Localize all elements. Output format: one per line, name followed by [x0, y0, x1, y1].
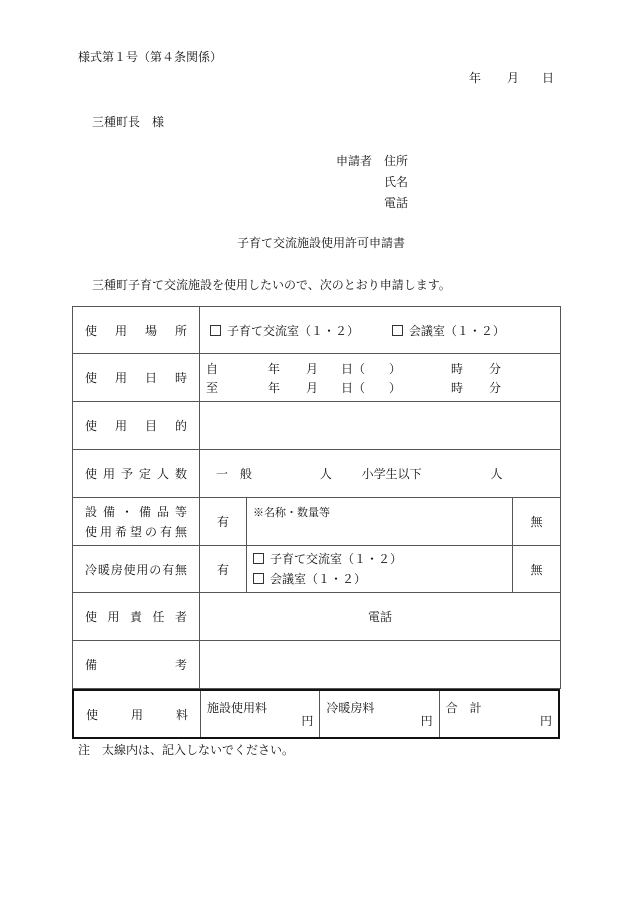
place-label: 使用場所	[73, 307, 200, 354]
aircon-option-1[interactable]	[253, 549, 506, 569]
month-label: 月	[306, 361, 319, 376]
general-label: 一 般	[216, 467, 253, 481]
minute-label: 分	[489, 380, 502, 395]
intro-text: 三種町子育て交流施設を使用したいので、次のとおり申請します。	[92, 278, 451, 292]
to-label: 至	[206, 380, 219, 395]
form-number: 様式第１号（第４条関係）	[78, 50, 223, 64]
hour-label: 時	[451, 380, 464, 395]
people-label: 使用予定人数	[73, 450, 200, 498]
minute-label: 分	[489, 361, 502, 376]
year-label: 年	[268, 361, 281, 376]
checkbox-icon[interactable]	[210, 325, 221, 336]
applicant-address-label: 住所	[384, 154, 409, 168]
row-people	[73, 450, 561, 498]
checkbox-icon[interactable]	[392, 325, 403, 336]
datetime-label: 使用日時	[73, 354, 200, 402]
yen-unit: 円	[301, 714, 314, 728]
aircon-label: 冷暖房使用の有無	[73, 546, 200, 593]
row-place	[73, 307, 561, 354]
children-label: 小学生以下	[361, 467, 422, 481]
purpose-field[interactable]	[200, 402, 561, 450]
remarks-field[interactable]	[200, 641, 561, 689]
equipment-yes[interactable]: 有	[200, 498, 247, 546]
aircon-option-2[interactable]	[253, 569, 506, 589]
responsible-phone-label: 電話	[367, 610, 392, 624]
purpose-label: 使用目的	[73, 402, 200, 450]
fee-label	[74, 691, 201, 737]
applicant-name-label: 氏名	[384, 175, 409, 189]
place-option-2-label: 会議室（１・２）	[408, 323, 505, 338]
month-label: 月	[306, 380, 319, 395]
facility-fee-label: 施設使用料	[207, 701, 268, 715]
aircon-fee-label: 冷暖房料	[326, 701, 375, 715]
datetime-fields[interactable]	[200, 354, 561, 402]
aircon-yes[interactable]: 有	[200, 546, 247, 593]
place-options	[200, 307, 561, 354]
hour-label: 時	[451, 361, 464, 376]
equipment-label	[73, 498, 200, 546]
application-table	[72, 306, 561, 689]
row-responsible	[73, 593, 561, 641]
row-remarks	[73, 641, 561, 689]
paren-close: ）	[389, 361, 402, 376]
person-unit-1: 人	[319, 467, 332, 481]
aircon-fee-cell	[320, 691, 439, 737]
aircon-option-2-label: 会議室（１・２）	[270, 572, 367, 586]
checkbox-icon[interactable]	[253, 573, 264, 584]
total-fee-label: 合 計	[445, 701, 482, 715]
place-option-1-label: 子育て交流室（１・２）	[227, 323, 360, 338]
aircon-no[interactable]: 無	[513, 546, 561, 593]
date-year-label: 年	[469, 71, 482, 85]
datetime-from-row	[206, 359, 554, 378]
fee-label-text: 使 用 料	[86, 707, 188, 722]
responsible-label: 使用責任者	[73, 593, 200, 641]
row-datetime	[73, 354, 561, 402]
equipment-label-line2: 使用希望の有無	[85, 524, 187, 539]
document-title: 子育て交流施設使用許可申請書	[237, 236, 406, 250]
person-unit-2: 人	[490, 467, 503, 481]
from-label: 自	[206, 361, 219, 376]
applicant-phone-label: 電話	[384, 196, 409, 210]
paren-close: ）	[389, 380, 402, 395]
facility-fee-cell	[201, 691, 320, 737]
place-option-1[interactable]	[210, 322, 388, 339]
date-month-label: 月	[507, 71, 520, 85]
equipment-note[interactable]: ※名称・数量等	[247, 498, 513, 546]
addressee: 三種町長 様	[92, 115, 165, 129]
datetime-to-row	[206, 378, 554, 397]
responsible-field[interactable]	[200, 593, 561, 641]
applicant-label: 申請者	[336, 154, 373, 168]
aircon-options	[247, 546, 513, 593]
place-option-2[interactable]	[392, 324, 505, 338]
equipment-label-line1: 設備・備品等	[85, 504, 187, 519]
fee-box	[72, 689, 560, 739]
day-label: 日（	[341, 361, 366, 376]
year-label: 年	[268, 380, 281, 395]
day-label: 日（	[341, 380, 366, 395]
aircon-option-1-label: 子育て交流室（１・２）	[270, 552, 403, 566]
checkbox-icon[interactable]	[253, 553, 264, 564]
row-aircon	[73, 546, 561, 593]
date-day-label: 日	[542, 71, 555, 85]
total-fee-cell	[440, 691, 558, 737]
equipment-no[interactable]: 無	[513, 498, 561, 546]
yen-unit: 円	[420, 714, 433, 728]
yen-unit: 円	[539, 714, 552, 728]
footnote: 注 太線内は、記入しないでください。	[78, 743, 295, 757]
remarks-label: 備考	[73, 641, 200, 689]
row-equipment	[73, 498, 561, 546]
people-fields[interactable]	[200, 450, 561, 498]
row-purpose	[73, 402, 561, 450]
